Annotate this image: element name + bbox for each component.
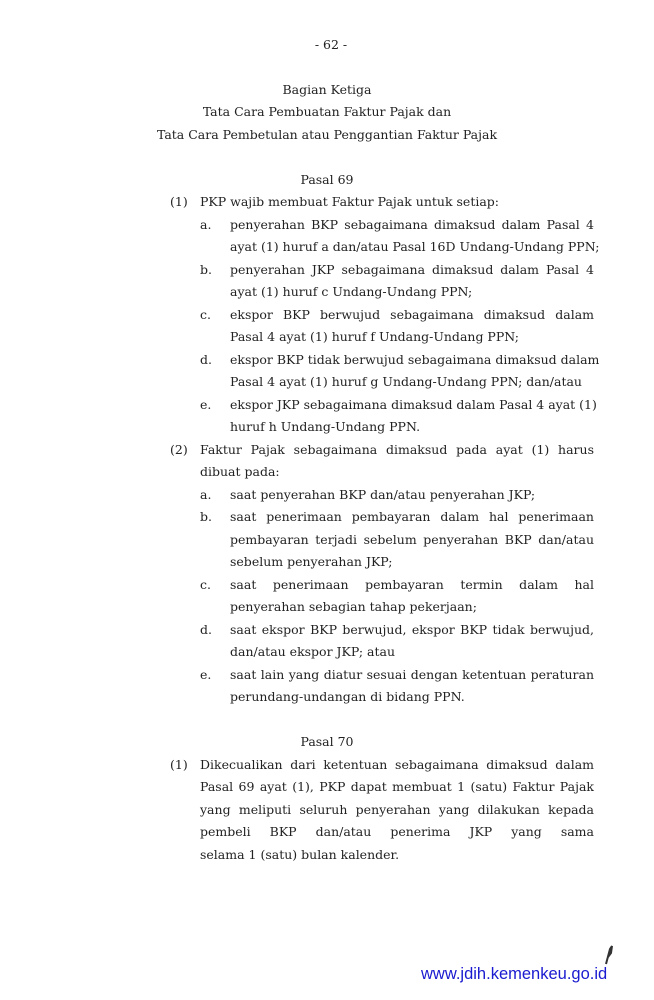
list-item-label: d.: [200, 621, 212, 637]
list-item-text: ayat (1) huruf c Undang-Undang PPN;: [230, 284, 473, 300]
list-item-line: [0, 304, 654, 327]
list-item-label: a.: [200, 486, 212, 502]
paragraph-text: pembeli BKP dan/atau penerima JKP yang sama: [200, 824, 594, 840]
list-item-text: saat lain yang diatur sesuai dengan ketentuan peraturan: [230, 666, 594, 682]
list-item-label: d.: [200, 351, 212, 367]
list-item-label: c.: [200, 576, 211, 592]
paragraph-1: [0, 439, 654, 709]
paragraph-0: [0, 191, 654, 439]
list-item-line: [0, 686, 654, 709]
list-item-text: saat penerimaan pembayaran termin dalam hal: [230, 576, 594, 592]
list-item-text: ekspor JKP sebagaimana dimaksud dalam Pasal 4 ayat (1): [230, 396, 597, 412]
list-item-line: [0, 529, 654, 552]
paragraph-text: selama 1 (satu) bulan kalender.: [200, 846, 400, 862]
list-item-line: [0, 326, 654, 349]
paragraph-line: [0, 461, 654, 484]
article-title: Pasal 70: [300, 734, 354, 750]
list-item-text: saat ekspor BKP berwujud, ekspor BKP tidak berwujud,: [230, 621, 594, 637]
paragraph-text: Faktur Pajak sebagaimana dimaksud pada ayat (1) harus: [200, 441, 594, 457]
list-item-line: [0, 551, 654, 574]
jdih-website-link[interactable]: www.jdih.kemenkeu.go.id: [421, 965, 608, 983]
list-item-text: ekspor BKP berwujud sebagaimana dimaksud dalam: [230, 306, 594, 322]
list-item-text: penyerahan BKP sebagaimana dimaksud dalam Pasal 4: [230, 216, 594, 232]
list-item-line: [0, 259, 654, 282]
paragraph-0: [0, 754, 654, 867]
paragraph-line: [0, 799, 654, 822]
paragraph-text: PKP wajib membuat Faktur Pajak untuk setiap:: [200, 194, 500, 210]
list-item-label: b.: [200, 509, 212, 525]
list-item-text: ayat (1) huruf a dan/atau Pasal 16D Undang-Undang PPN;: [230, 239, 600, 255]
list-item-text: penyerahan sebagian tahap pekerjaan;: [230, 599, 477, 615]
list-item: [0, 664, 654, 709]
paragraph-number: (1): [170, 756, 188, 772]
list-item-label: b.: [200, 261, 212, 277]
list-item: [0, 574, 654, 619]
list-item-text: Pasal 4 ayat (1) huruf f Undang-Undang PPN;: [230, 329, 519, 345]
paragraph-text: Pasal 69 ayat (1), PKP dapat membuat 1 (satu) Faktur Pajak: [200, 779, 594, 795]
list-item-text: penyerahan JKP sebagaimana dimaksud dalam Pasal 4: [230, 261, 594, 277]
list-item: [0, 506, 654, 574]
paragraph-text: Dikecualikan dari ketentuan sebagaimana dimaksud dalam: [200, 756, 594, 772]
list-item-label: c.: [200, 306, 211, 322]
paragraph-number: (2): [170, 441, 188, 457]
paragraph-text: dibuat pada:: [200, 464, 280, 480]
paragraph-line: [0, 776, 654, 799]
list-item-text: huruf h Undang-Undang PPN.: [230, 419, 421, 435]
paragraph-text: yang meliputi seluruh penyerahan yang dilakukan kepada: [200, 801, 594, 817]
list-item-text: perundang-undangan di bidang PPN.: [230, 689, 465, 705]
list-item-line: [0, 619, 654, 642]
list-item-text: sebelum penyerahan JKP;: [230, 554, 393, 570]
paragraph-line: [0, 754, 654, 777]
list-item: [0, 394, 654, 439]
list-item: [0, 349, 654, 394]
blank-line: [0, 709, 654, 732]
section-heading-line: Bagian Ketiga: [282, 81, 372, 97]
list-item-text: saat penerimaan pembayaran dalam hal penerimaan: [230, 509, 594, 525]
list-item: [0, 259, 654, 304]
paragraph-line: [0, 191, 654, 214]
list-item-line: [0, 574, 654, 597]
list-item-text: dan/atau ekspor JKP; atau: [230, 644, 396, 660]
list-item-label: e.: [200, 666, 212, 682]
list-item-line: [0, 641, 654, 664]
list-item-line: [0, 484, 654, 507]
blank-line: [0, 146, 654, 169]
list-item-line: [0, 281, 654, 304]
page-number: - 62 -: [314, 36, 348, 52]
list-item: [0, 619, 654, 664]
paragraph-number: (1): [170, 194, 188, 210]
list-item-line: [0, 371, 654, 394]
article-title: Pasal 69: [300, 171, 354, 187]
list-item-line: [0, 349, 654, 372]
list-item-line: [0, 664, 654, 687]
paragraph-line: [0, 439, 654, 462]
section-heading-line: Tata Cara Pembetulan atau Penggantian Faktur Pajak: [156, 126, 498, 142]
list-item-line: [0, 236, 654, 259]
list-item: [0, 304, 654, 349]
paragraph-line: [0, 844, 654, 867]
list-item: [0, 214, 654, 259]
list-item-label: e.: [200, 396, 212, 412]
list-item: [0, 484, 654, 507]
list-item-line: [0, 596, 654, 619]
list-item-line: [0, 394, 654, 417]
section-heading-line: Tata Cara Pembuatan Faktur Pajak dan: [202, 104, 452, 120]
list-item-text: saat penyerahan BKP dan/atau penyerahan JKP;: [230, 486, 536, 502]
list-item-line: [0, 214, 654, 237]
blank-line: [0, 56, 654, 79]
initial-signature-mark: [604, 945, 614, 965]
list-item-text: ekspor BKP tidak berwujud sebagaimana dimaksud dalam: [230, 351, 600, 367]
list-item-line: [0, 416, 654, 439]
list-item-text: pembayaran terjadi sebelum penyerahan BKP dan/atau: [230, 531, 594, 547]
list-item-label: a.: [200, 216, 212, 232]
list-item-text: Pasal 4 ayat (1) huruf g Undang-Undang PPN; dan/atau: [230, 374, 582, 390]
list-item-line: [0, 506, 654, 529]
document-page: [0, 34, 654, 867]
paragraph-line: [0, 821, 654, 844]
